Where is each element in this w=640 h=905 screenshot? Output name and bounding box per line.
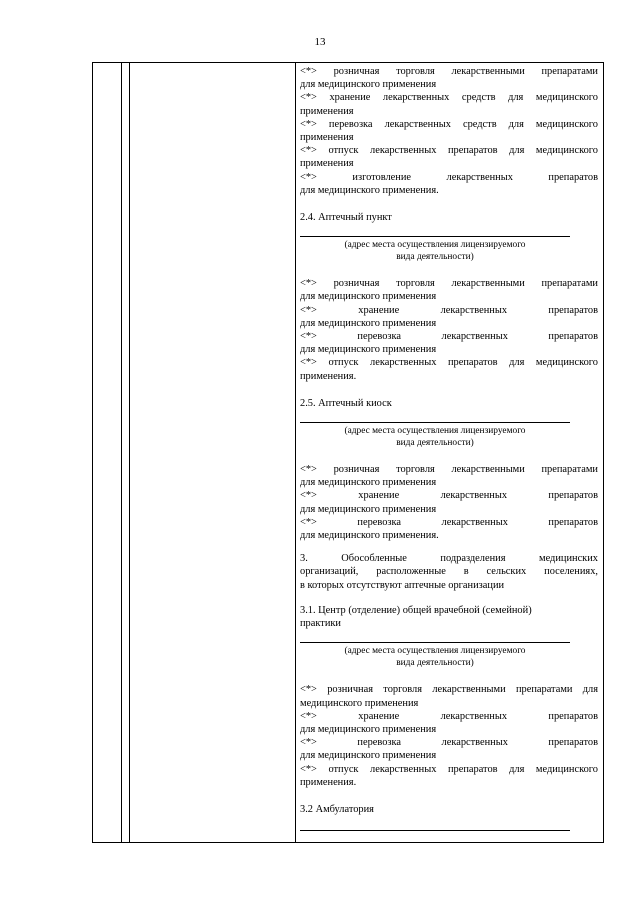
list-line: <*> хранение лекарственных препаратов (300, 710, 598, 722)
list-line: для медицинского применения. (300, 530, 439, 542)
heading-line: 3. Обособленные подразделения медицинских (300, 553, 598, 565)
section-title: 3.2 Амбулатория (300, 803, 374, 815)
column-divider (295, 63, 296, 842)
section-3-heading (300, 552, 598, 592)
column-divider (129, 63, 130, 842)
list-line: для медицинского применения (300, 503, 437, 515)
list-line: <*> розничная торговля лекарственными препаратами (300, 278, 598, 290)
list-line: <*> отпуск лекарственных препаратов для медицинского (300, 145, 598, 157)
list-line: <*> хранение лекарственных средств для медицинского (300, 92, 598, 104)
section-title: 2.5. Аптечный киоск (300, 397, 392, 409)
list-line: применения. (300, 776, 357, 788)
activity-list-block1 (300, 65, 598, 197)
page-number: 13 (314, 36, 326, 48)
caption-line: вида деятельности) (396, 658, 474, 669)
address-caption (300, 425, 570, 449)
table-cell-content (300, 65, 598, 831)
list-line: для медицинского применения. (300, 184, 439, 196)
address-caption (300, 645, 570, 669)
title-line: 3.1. Центр (отделение) общей врачебной (семейной) (300, 604, 532, 616)
list-line: <*> отпуск лекарственных препаратов для медицинского (300, 763, 598, 775)
address-rule (300, 830, 570, 831)
list-line: применения (300, 158, 354, 170)
caption-line: вида деятельности) (396, 252, 474, 263)
list-line: для медицинского применения (300, 291, 437, 303)
heading-line: организаций, расположенные в сельских поселениях, (300, 566, 598, 578)
list-line: для медицинского применения (300, 477, 437, 489)
section-title (300, 604, 598, 630)
list-line: применения (300, 105, 354, 117)
activity-list-2-4 (300, 277, 598, 383)
caption-line: вида деятельности) (396, 438, 474, 449)
list-line: <*> перевозка лекарственных препаратов (300, 331, 598, 343)
list-line: <*> перевозка лекарственных средств для медицинского (300, 118, 598, 130)
caption-line: (адрес места осуществления лицензируемого (344, 426, 526, 437)
list-line: медицинского применения (300, 697, 419, 709)
list-line: для медицинского применения (300, 750, 437, 762)
list-line: для медицинского применения (300, 79, 437, 91)
heading-line: в которых отсутствуют аптечные организации (300, 579, 505, 591)
section-title: 2.4. Аптечный пункт (300, 212, 392, 224)
list-line: <*> перевозка лекарственных препаратов (300, 737, 598, 749)
list-line: <*> розничная торговля лекарственными препаратами (300, 464, 598, 476)
address-rule (300, 236, 570, 237)
activity-list-2-5 (300, 463, 598, 542)
list-line: <*> отпуск лекарственных препаратов для медицинского (300, 357, 598, 369)
caption-line: (адрес места осуществления лицензируемого (344, 646, 526, 657)
title-line: практики (300, 618, 341, 630)
list-line: <*> изготовление лекарственных препаратов (300, 171, 598, 183)
address-caption (300, 239, 570, 263)
activity-list-3-1 (300, 683, 598, 789)
address-rule (300, 422, 570, 423)
list-line: для медицинского применения (300, 344, 437, 356)
list-line: для медицинского применения (300, 723, 437, 735)
list-line: <*> розничная торговля лекарственными препаратами для (300, 684, 598, 696)
caption-line: (адрес места осуществления лицензируемого (344, 240, 526, 251)
column-divider (121, 63, 122, 842)
address-rule (300, 642, 570, 643)
list-line: для медицинского применения (300, 317, 437, 329)
list-line: <*> перевозка лекарственных препаратов (300, 516, 598, 528)
list-line: <*> розничная торговля лекарственными препаратами (300, 66, 598, 77)
list-line: <*> хранение лекарственных препаратов (300, 304, 598, 316)
list-line: <*> хранение лекарственных препаратов (300, 490, 598, 502)
list-line: применения (300, 132, 354, 144)
list-line: применения. (300, 370, 357, 382)
